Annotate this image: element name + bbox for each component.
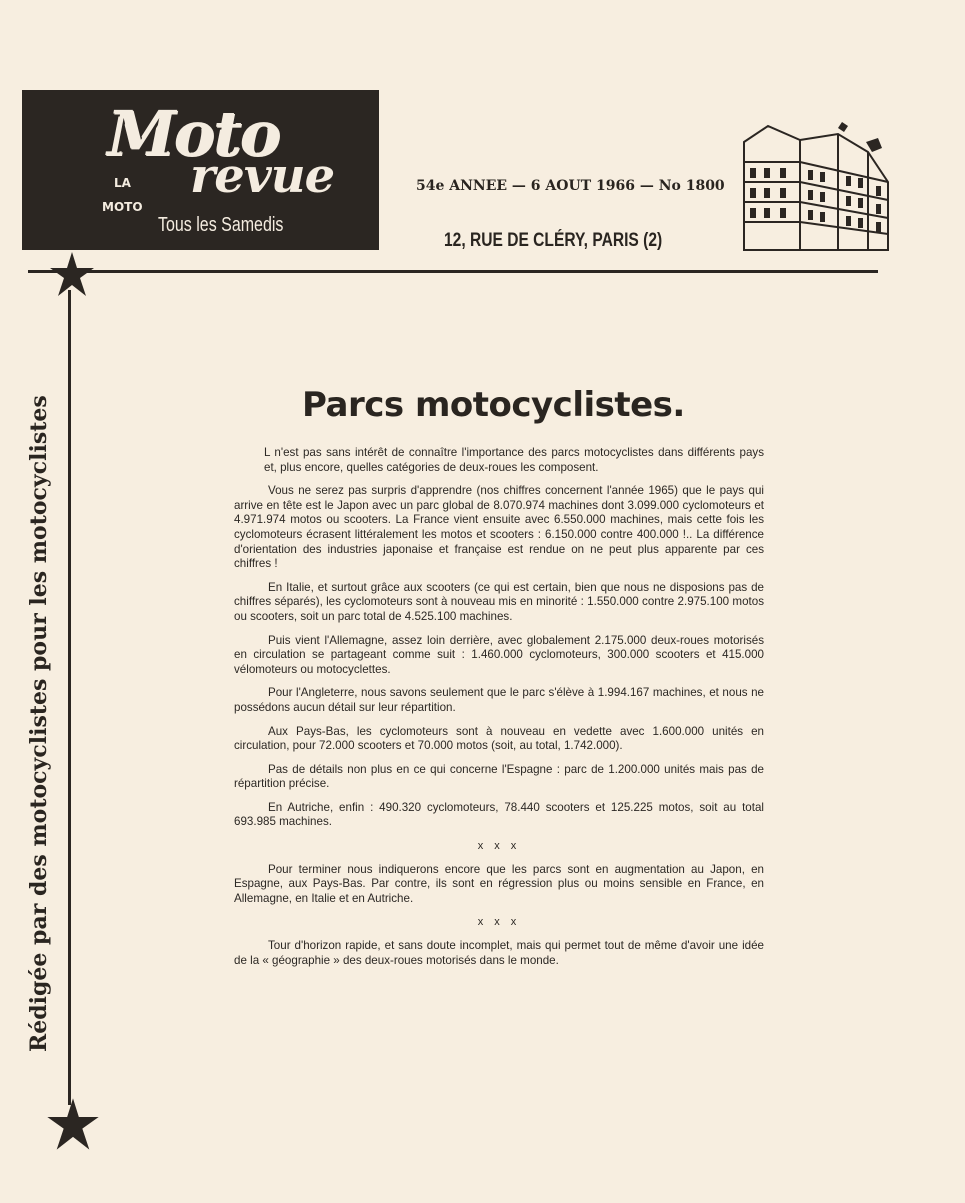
logo-moto-small: MOTO <box>102 200 143 214</box>
section-separator: x x x <box>477 840 521 853</box>
article-paragraph: En Italie, et surtout grâce aux scooters (ce qui est certain, bien que nous ne disposions pas de chiffres séparés), les cyclomoteurs sont à nouveau mis en minorité : 1.550.000 contre 2.975.100 motos ou scooters, soit un parc total de 4.525.100 machines. <box>234 580 764 623</box>
building-illustration-icon <box>738 122 898 254</box>
article-paragraph: Vous ne serez pas surpris d'apprendre (nos chiffres concernent l'année 1965) que le pays qui arrive en tête est le Japon avec un parc global de 8.070.974 machines dont 3.099.000 cyclomoteurs et 4.971.974 motos ou scooters. La France vient ensuite avec 6.550.000 machines, mais cette fois les cyclomoteurs écrasent littéralement les motos et scooters : 6.150.000 contre 400.000 !.. La différence d'orientation des industries japonaise et française est rendue on ne peut plus apparente par ces chiffres ! <box>234 484 764 571</box>
article-paragraph: Pour l'Angleterre, nous savons seulement que le parc s'élève à 1.994.167 machines, et nous ne possédons aucun détail sur leur répartition. <box>234 686 764 714</box>
article-paragraph: Pour terminer nous indiquerons encore que les parcs sont en augmentation au Japon, en Espagne, aux Pays-Bas. Par contre, ils sont en régression plus ou moins sensible en France, en Allemagne, en Italie et en Autriche. <box>234 862 764 905</box>
article-paragraph: En Autriche, enfin : 490.320 cyclomoteurs, 78.440 scooters et 125.225 motos, soit au total 693.985 machines. <box>234 800 764 829</box>
logo-revue-word: revue <box>190 148 335 204</box>
article-body <box>234 446 764 977</box>
address-line: 12, RUE DE CLÉRY, PARIS (2) <box>444 230 663 251</box>
issue-line: 54e ANNEE — 6 AOUT 1966 — No 1800 <box>416 178 725 194</box>
moto-revue-logo <box>22 90 379 250</box>
star-top-icon <box>48 250 96 298</box>
article-paragraph: L n'est pas sans intérêt de connaître l'importance des parcs motocyclistes dans différents pays et, plus encore, quelles catégories de deux-roues les composent. <box>264 446 764 474</box>
article-paragraph: Pas de détails non plus en ce qui concerne l'Espagne : parc de 1.200.000 unités mais pas de répartition précise. <box>234 762 764 791</box>
article-paragraph: Puis vient l'Allemagne, assez loin derrière, avec globalement 2.175.000 deux-roues motorisés en circulation se partageant comme suit : 1.460.000 cyclomoteurs, 300.000 scooters et 415.000 vélomoteurs ou motocyclettes. <box>234 633 764 676</box>
section-separator: x x x <box>477 916 521 929</box>
sidebar-slogan: Rédigée par des motocyclistes pour les motocyclistes <box>26 395 52 1052</box>
article-title: Parcs motocyclistes. <box>302 384 685 425</box>
star-bottom-icon <box>44 1096 102 1152</box>
side-rule <box>68 290 71 1105</box>
article-paragraph: Tour d'horizon rapide, et sans doute incomplet, mais qui permet tout de même d'avoir une idée de la « géographie » des deux-roues motorisés dans le monde. <box>234 939 764 967</box>
logo-moto-word: Moto <box>108 98 280 171</box>
logo-la: LA <box>114 176 131 190</box>
logo-tagline: Tous les Samedis <box>158 214 284 236</box>
header-rule <box>28 270 878 273</box>
article-paragraph: Aux Pays-Bas, les cyclomoteurs sont à nouveau en vedette avec 1.600.000 unités en circulation, pour 72.000 scooters et 70.000 motos (soit, au total, 1.742.000). <box>234 724 764 753</box>
